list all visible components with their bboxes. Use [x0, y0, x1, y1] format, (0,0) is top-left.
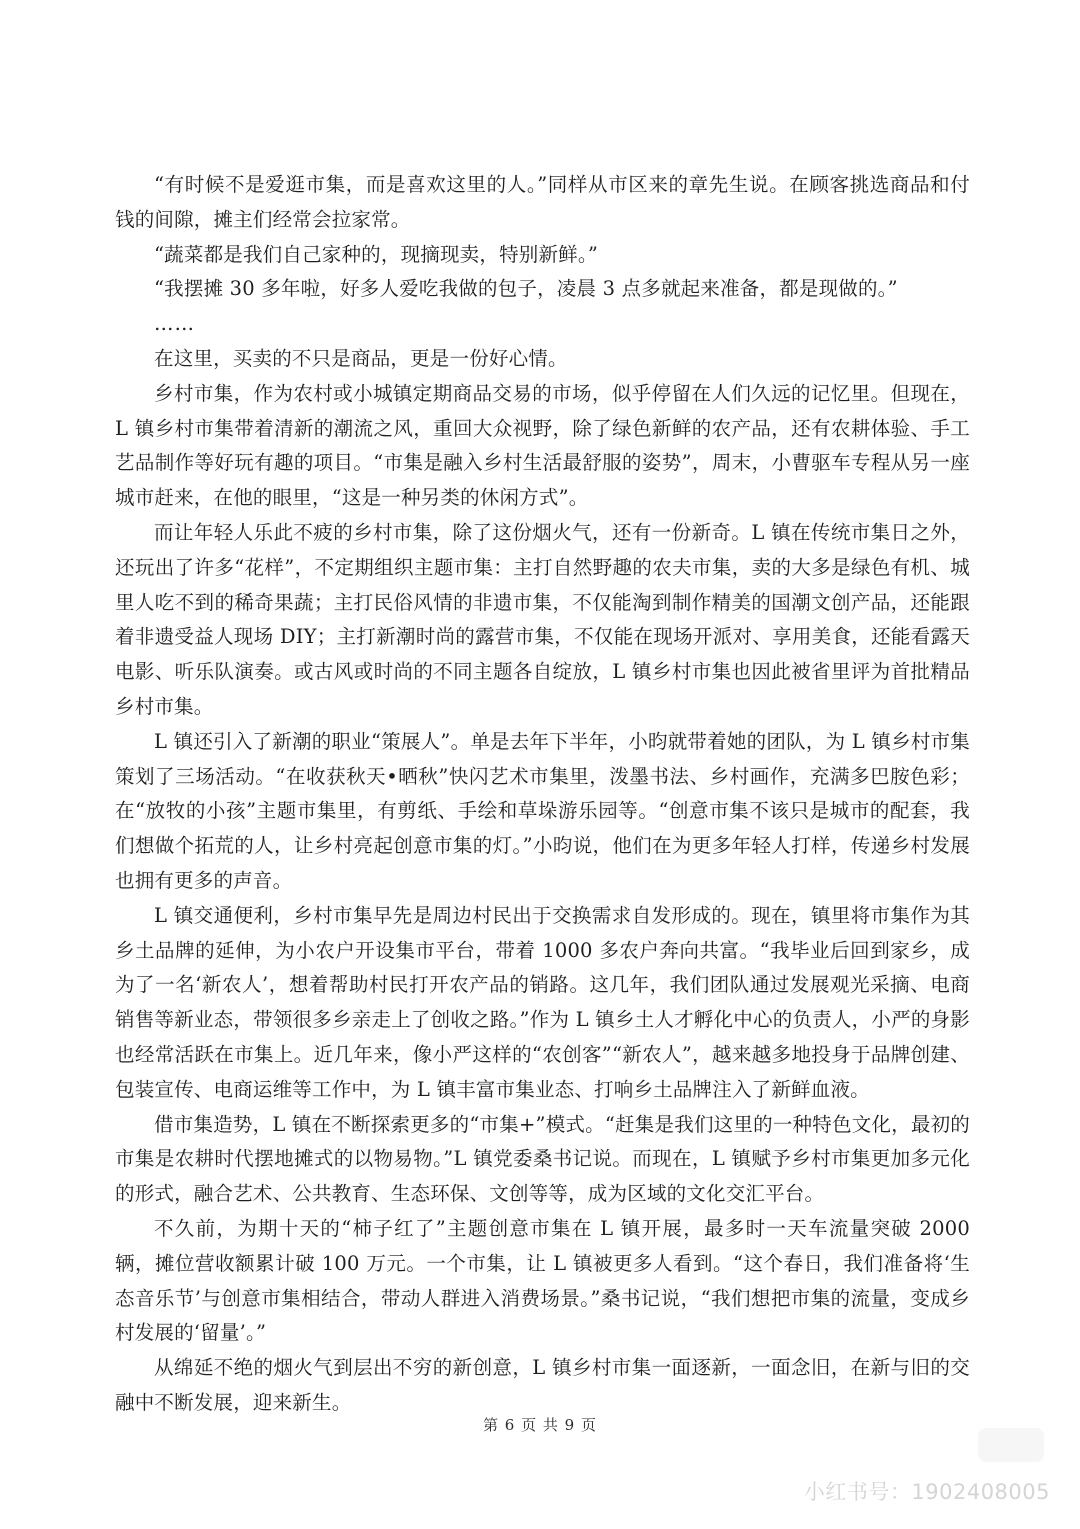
paragraph: 不久前，为期十天的“柿子红了”主题创意市集在 L 镇开展，最多时一天车流量突破 2000 辆，摊位营收额累计破 100 万元。一个市集，让 L 镇被更多人看到。“这个春日，我们准备将‘生态音乐节’与创意市集相结合，带动人群进入消费场景。”桑书记说，“我们想把市集的流量，变成乡村发展的‘留量’。” — [115, 1216, 970, 1345]
ellipsis-line: …… — [154, 312, 195, 336]
paragraph: 而让年轻人乐此不疲的乡村市集，除了这份烟火气，还有一份新奇。L 镇在传统市集日之外，还玩出了许多“花样”，不定期组织主题市集：主打自然野趣的农夫市集，卖的大多是绿色有机、城里人吃不到的稀奇果蔬；主打民俗风情的非遗市集，不仅能淘到制作精美的国潮文创产品，还能跟着非遗受益人现场 DIY；主打新潮时尚的露营市集，不仅能在现场开派对、享用美食，还能看露天电影、听乐队演奏。或古风或时尚的不同主题各自绽放，L 镇乡村市集也因此被省里评为首批精品乡村市集。 — [115, 520, 970, 718]
paragraph: L 镇交通便利，乡村市集早先是周边村民出于交换需求自发形成的。现在，镇里将市集作为其乡土品牌的延伸，为小农户开设集市平台，带着 1000 多农户奔向共富。“我毕业后回到家乡，成为了一名‘新农人’，想着帮助村民打开农产品的销路。这几年，我们团队通过发展观光采摘、电商销售等新业态，带领很多乡亲走上了创收之路。”作为 L 镇乡土人才孵化中心的负责人，小严的身影也经常活跃在市集上。近几年来，像小严这样的“农创客”“新农人”，越来越多地投身于品牌创建、包装宣传、电商运维等工作中，为 L 镇丰富市集业态、打响乡土品牌注入了新鲜血液。 — [115, 903, 970, 1101]
paragraph: “有时候不是爱逛市集，而是喜欢这里的人。”同样从市区来的章先生说。在顾客挑选商品和付钱的间隙，摊主们经常会拉家常。 — [115, 173, 970, 231]
paragraph: 从绵延不绝的烟火气到层出不穷的新创意，L 镇乡村市集一面逐新，一面念旧，在新与旧的交融中不断发展，迎来新生。 — [115, 1356, 970, 1414]
watermark-text: 小红书号：1902408005 — [803, 1480, 1050, 1504]
paragraph: “蔬菜都是我们自己家种的，现摘现卖，特别新鲜。” — [154, 242, 598, 266]
paragraph: “我摆摊 30 多年啦，好多人爱吃我做的包子，凌晨 3 点多就起来准备，都是现做的。” — [154, 277, 898, 301]
paragraph: 借市集造势，L 镇在不断探索更多的“市集+”模式。“赶集是我们这里的一种特色文化，最初的市集是农耕时代摆地摊式的以物易物。”L 镇党委桑书记说。而现在，L 镇赋予乡村市集更加多元化的形式，融合艺术、公共教育、生态环保、文创等等，成为区域的文化交汇平台。 — [115, 1112, 970, 1206]
paragraph: L 镇还引入了新潮的职业“策展人”。单是去年下半年，小昀就带着她的团队，为 L 镇乡村市集策划了三场活动。“在收获秋天•晒秋”快闪艺术市集里，泼墨书法、乡村画作，充满多巴胺色彩；在“放牧的小孩”主题市集里，有剪纸、手绘和草垛游乐园等。“创意市集不该只是城市的配套，我们想做个拓荒的人，让乡村亮起创意市集的灯。”小昀说，他们在为更多年轻人打样，传递乡村发展也拥有更多的声音。 — [115, 729, 970, 892]
article-body — [115, 168, 970, 1421]
paragraph: 在这里，买卖的不只是商品，更是一份好心情。 — [154, 346, 568, 370]
paragraph: 乡村市集，作为农村或小城镇定期商品交易的市场，似乎停留在人们久远的记忆里。但现在，L 镇乡村市集带着清新的潮流之风，重回大众视野，除了绿色新鲜的农产品，还有农耕体验、手工艺品制作等好玩有趣的项目。“市集是融入乡村生活最舒服的姿势”，周末，小曹驱车专程从另一座城市赶来，在他的眼里，“这是一种另类的休闲方式”。 — [115, 381, 970, 510]
page-number: 第 6 页 共 9 页 — [483, 1416, 597, 1434]
watermark-logo — [978, 1428, 1044, 1462]
